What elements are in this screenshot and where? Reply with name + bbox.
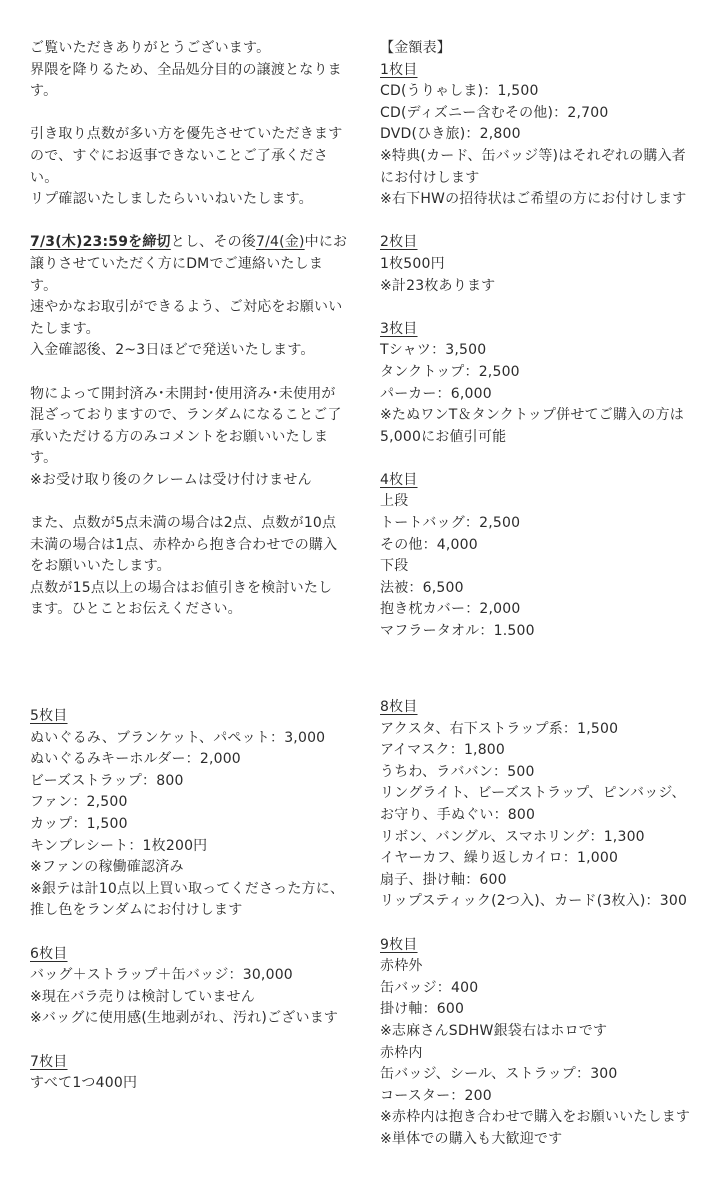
- price-item: 扇子、掛け軸：600: [380, 871, 507, 888]
- price-item: DVD(ひき旅)：2,800: [380, 126, 521, 143]
- condition-line: 承いただける方のみコメントをお願いいたしま: [30, 428, 329, 445]
- deadline-line: す。: [30, 277, 58, 294]
- tier-heading: 6枚目: [30, 945, 68, 962]
- tier-6-section: [30, 944, 360, 1030]
- price-note: ※バッグに使用感(生地剥がれ、汚れ)ございます: [30, 1010, 339, 1027]
- deadline-line: 譲りさせていただく方にDMでご連絡いたしま: [30, 255, 324, 272]
- bundle-line: ます。ひとことお伝えください。: [30, 601, 242, 618]
- price-subheading: 下段: [380, 558, 409, 575]
- intro-line: ご覧いただきありがとうございます。: [30, 40, 271, 56]
- price-item: 1枚500円: [380, 255, 445, 272]
- price-item: バッグ＋ストラップ＋缶バッジ：30,000: [30, 967, 293, 984]
- tier-heading: 8枚目: [380, 699, 418, 715]
- intro-line: す。: [30, 83, 58, 100]
- price-note: ※たぬワンT＆タンクトップ併せてご購入の方は: [380, 407, 684, 424]
- price-note: ※赤枠内は抱き合わせで購入をお願いいたします: [380, 1109, 691, 1126]
- deadline-section: [30, 232, 360, 362]
- bundle-line: をお願いいたします。: [30, 558, 171, 575]
- intro-line: リプ確認いたしましたらいいねいたします。: [30, 191, 313, 208]
- price-item: すべて1つ400円: [30, 1075, 138, 1092]
- tier-heading: 3枚目: [380, 320, 418, 337]
- price-subheading: 上段: [380, 493, 409, 510]
- price-item: お守り、手ぬぐい：800: [380, 806, 536, 823]
- price-item: CD(ディズニー含むその他)：2,700: [380, 104, 609, 121]
- price-item: トートバッグ：2,500: [380, 515, 521, 532]
- tier-3-section: [380, 319, 715, 449]
- bundle-line: 未満の場合は1点、赤枠から抱き合わせでの購入: [30, 536, 338, 553]
- intro-line: ので、すぐにお返事できないことご了承くださ: [30, 147, 328, 164]
- intro-line: 引き取り点数が多い方を優先させていただきます: [30, 126, 343, 143]
- price-subheading: 赤枠外: [380, 958, 423, 975]
- price-item: キンブレシート：1枚200円: [30, 837, 208, 854]
- price-item: リングライト、ビーズストラップ、ピンバッジ、: [380, 785, 686, 802]
- price-note: 推し色をランダムにお付けします: [30, 902, 243, 919]
- price-note: ※特典(カード、缶バッジ等)はそれぞれの購入者: [380, 147, 686, 164]
- price-item: ぬいぐるみキーホルダー：2,000: [30, 751, 241, 768]
- price-item: 法被：6,500: [380, 579, 464, 596]
- condition-line: 混ざっておりますので、ランダムになることご了: [30, 407, 342, 424]
- tier-heading: 5枚目: [30, 708, 68, 724]
- tier-heading: 4枚目: [380, 471, 418, 488]
- price-item: ぬいぐるみ、ブランケット、パペット：3,000: [30, 729, 326, 746]
- bundle-line: また、点数が5点未満の場合は2点、点数が10点: [30, 515, 337, 532]
- tier-heading: 9枚目: [380, 936, 418, 953]
- deadline-line: 7/3(木)23:59を締切とし、その後7/4(金)中にお: [30, 234, 348, 251]
- price-table-title: 【金額表】: [380, 40, 451, 56]
- price-column-right-bottom: [380, 697, 715, 1150]
- notice-column: [30, 38, 360, 621]
- price-note: ※志麻さんSDHW銀袋右はホロです: [380, 1022, 608, 1039]
- tier-heading: 2枚目: [380, 234, 418, 251]
- price-column-left: [30, 706, 360, 1095]
- price-item: パーカー：6,000: [380, 385, 492, 402]
- price-item: CD(うりゃしま)：1,500: [380, 83, 539, 100]
- intro-line: 界隈を降りるため、全品処分目的の譲渡となりま: [30, 61, 342, 78]
- tier-heading: 1枚目: [380, 61, 418, 78]
- price-item: リボン、バングル、スマホリング：1,300: [380, 828, 645, 845]
- price-subheading: 赤枠内: [380, 1044, 423, 1061]
- price-item: カップ：1,500: [30, 815, 128, 832]
- price-item: コースター：200: [380, 1087, 492, 1104]
- deadline-line: 速やかなお取引ができるよう、ご対応をお願いい: [30, 299, 343, 316]
- price-item: アクスタ、右下ストラップ系：1,500: [380, 720, 619, 737]
- tier-4-section: [380, 470, 715, 643]
- condition-line: 物によって開封済み･未開封･使用済み･未使用が: [30, 385, 336, 402]
- price-note: ※右下HWの招待状はご希望の方にお付けします: [380, 191, 687, 208]
- deadline-date: 7/3(木)23:59を締切: [30, 234, 171, 251]
- tier-7-section: [30, 1052, 360, 1095]
- price-item: その他：4,000: [380, 536, 478, 553]
- deadline-line: たします。: [30, 320, 100, 337]
- price-note: ※現在バラ売りは検討していません: [30, 988, 255, 1005]
- price-item: うちわ、ラババン：500: [380, 763, 535, 780]
- tier-5-section: [30, 706, 360, 922]
- price-note: ※計23枚あります: [380, 277, 496, 294]
- delivery-date: 7/4(金): [255, 234, 305, 251]
- tier-1-section: [380, 60, 715, 211]
- price-note: 5,000にお値引可能: [380, 428, 507, 445]
- condition-line: す。: [30, 450, 58, 467]
- price-note: ※ファンの稼働確認済み: [30, 859, 184, 876]
- price-item: Tシャツ：3,500: [380, 342, 487, 359]
- price-item: 掛け軸：600: [380, 1001, 465, 1018]
- price-note: ※銀テは計10点以上買い取ってくださった方に、: [30, 880, 345, 897]
- tier-8-section: [380, 697, 715, 913]
- price-item: アイマスク：1,800: [380, 742, 506, 759]
- price-item: ファン：2,500: [30, 794, 128, 811]
- tier-9-section: [380, 935, 715, 1151]
- price-item: ビーズストラップ：800: [30, 772, 184, 789]
- price-note: ※単体での購入も大歓迎です: [380, 1130, 563, 1147]
- price-item: タンクトップ：2,500: [380, 363, 520, 380]
- price-item: 缶バッジ、シール、ストラップ：300: [380, 1066, 618, 1083]
- price-column-right-top: [380, 38, 715, 643]
- price-item: 缶バッジ：400: [380, 979, 479, 996]
- price-item: イヤーカフ、繰り返しカイロ：1,000: [380, 850, 619, 867]
- price-item: マフラータオル：1.500: [380, 623, 535, 640]
- price-item: リップスティック(2つ入)、カード(3枚入)：300: [380, 893, 688, 910]
- price-note: にお付けします: [380, 169, 480, 186]
- bundle-section: [30, 513, 360, 621]
- tier-heading: 7枚目: [30, 1053, 68, 1070]
- tier-2-section: [380, 232, 715, 297]
- price-item: 抱き枕カバー：2,000: [380, 601, 521, 618]
- condition-section: [30, 384, 360, 492]
- intro-section: [30, 38, 360, 211]
- intro-line: い。: [30, 169, 59, 186]
- condition-line: ※お受け取り後のクレームは受け付けません: [30, 471, 312, 488]
- deadline-line: 入金確認後、2~3日ほどで発送いたします。: [30, 342, 315, 359]
- bundle-line: 点数が15点以上の場合はお値引きを検討いたし: [30, 579, 333, 596]
